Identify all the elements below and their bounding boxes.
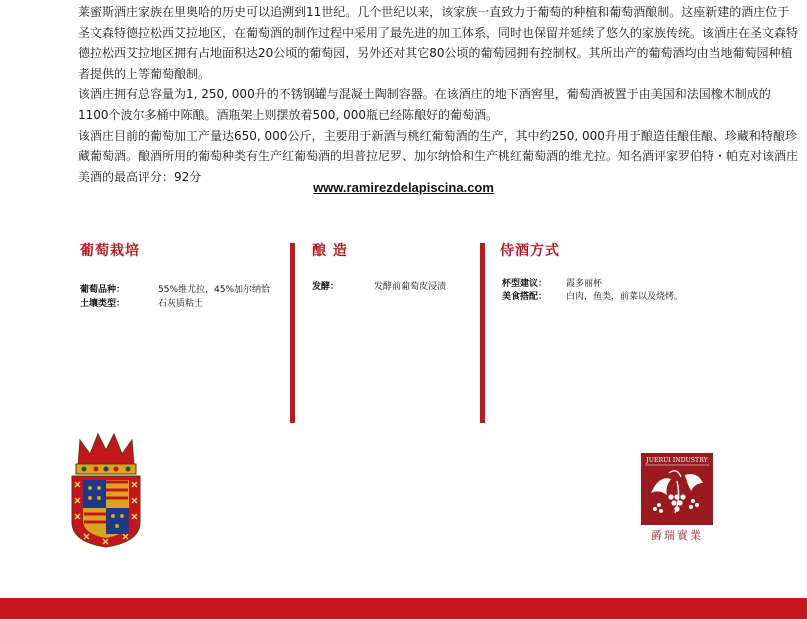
intro-paragraph-3: 该酒庄目前的葡萄加工产量达650, 000公斤，主要用于新酒与桃红葡萄酒的生产，其中约250, 000升用于酿造佳酿佳酿、珍藏和特酿珍藏葡萄酒。酿酒所用的葡萄种类有生产红葡萄酒的坦普拉尼罗、加尔纳恰和生产桃红葡萄酒的维尤拉。知名酒评家罗伯特・帕克对该酒庄美酒的最高评分：92分 — [78, 128, 799, 184]
food-pairing-value: 白肉，鱼类，前菜以及烧烤。 — [566, 292, 684, 302]
logo-chinese-text: 爵瑞實業 — [651, 529, 703, 542]
footer-bar — [0, 598, 807, 619]
intro-text — [78, 2, 800, 187]
glass-label: 杯型建议： — [502, 279, 548, 289]
vinification-info — [312, 281, 472, 295]
serving-title: 侍酒方式 — [500, 243, 560, 259]
viticulture-info — [80, 284, 290, 312]
divider-1 — [290, 243, 295, 423]
soil-type-value: 石灰质粘土 — [158, 299, 204, 309]
viticulture-title: 葡萄栽培 — [80, 243, 140, 259]
vinification-title: 酿 造 — [312, 243, 348, 259]
grape-variety-label: 葡萄品种： — [80, 285, 126, 295]
family-crest-icon — [70, 430, 142, 548]
glass-value: 霞多丽杯 — [566, 279, 603, 289]
fermentation-value: 发酵前葡萄皮浸渍 — [374, 282, 447, 292]
serving-info — [502, 278, 742, 304]
intro-paragraph-1: 莱蜜斯酒庄家族在里奥哈的历史可以追溯到11世纪。几个世纪以来，该家族一直致力于葡萄的种植和葡萄酒酿制。这座新建的酒庄位于圣文森特德拉松西艾拉地区，在葡萄酒的制作过程中采用了最先进的加工体系，同时也保留并延续了悠久的家族传统。该酒庄在圣文森特德拉松西艾拉地区拥有占地面积达20公顷的葡萄园，另外还对其它80公顷的葡萄园拥有控制权。其所出产的葡萄酒均由当地葡萄园种植者提供的上等葡萄酿制。 — [78, 5, 799, 81]
fermentation-label: 发酵： — [312, 282, 340, 292]
food-pairing-label: 美食搭配： — [502, 292, 548, 302]
juerui-logo — [641, 453, 713, 525]
divider-2 — [480, 243, 485, 423]
soil-type-label: 土壤类型： — [80, 299, 126, 309]
intro-paragraph-2: 该酒庄拥有总容量为1, 250, 000升的不锈钢罐与混凝土陶制容器。在该酒庄的地下酒窖里，葡萄酒被置于由美国和法国橡木制成的1100个波尔多桶中陈酿。酒瓶架上则摆放着500, 000瓶已经陈酿好的葡萄酒。 — [78, 87, 771, 122]
grape-variety-value: 55%维尤拉，45%加尔纳恰 — [158, 285, 271, 295]
logo-brand-text: JUERUI INDUSTRY — [646, 457, 708, 464]
website-link[interactable]: www.ramirezdelapiscina.com — [313, 180, 494, 195]
grape-vine-icon — [641, 453, 713, 525]
